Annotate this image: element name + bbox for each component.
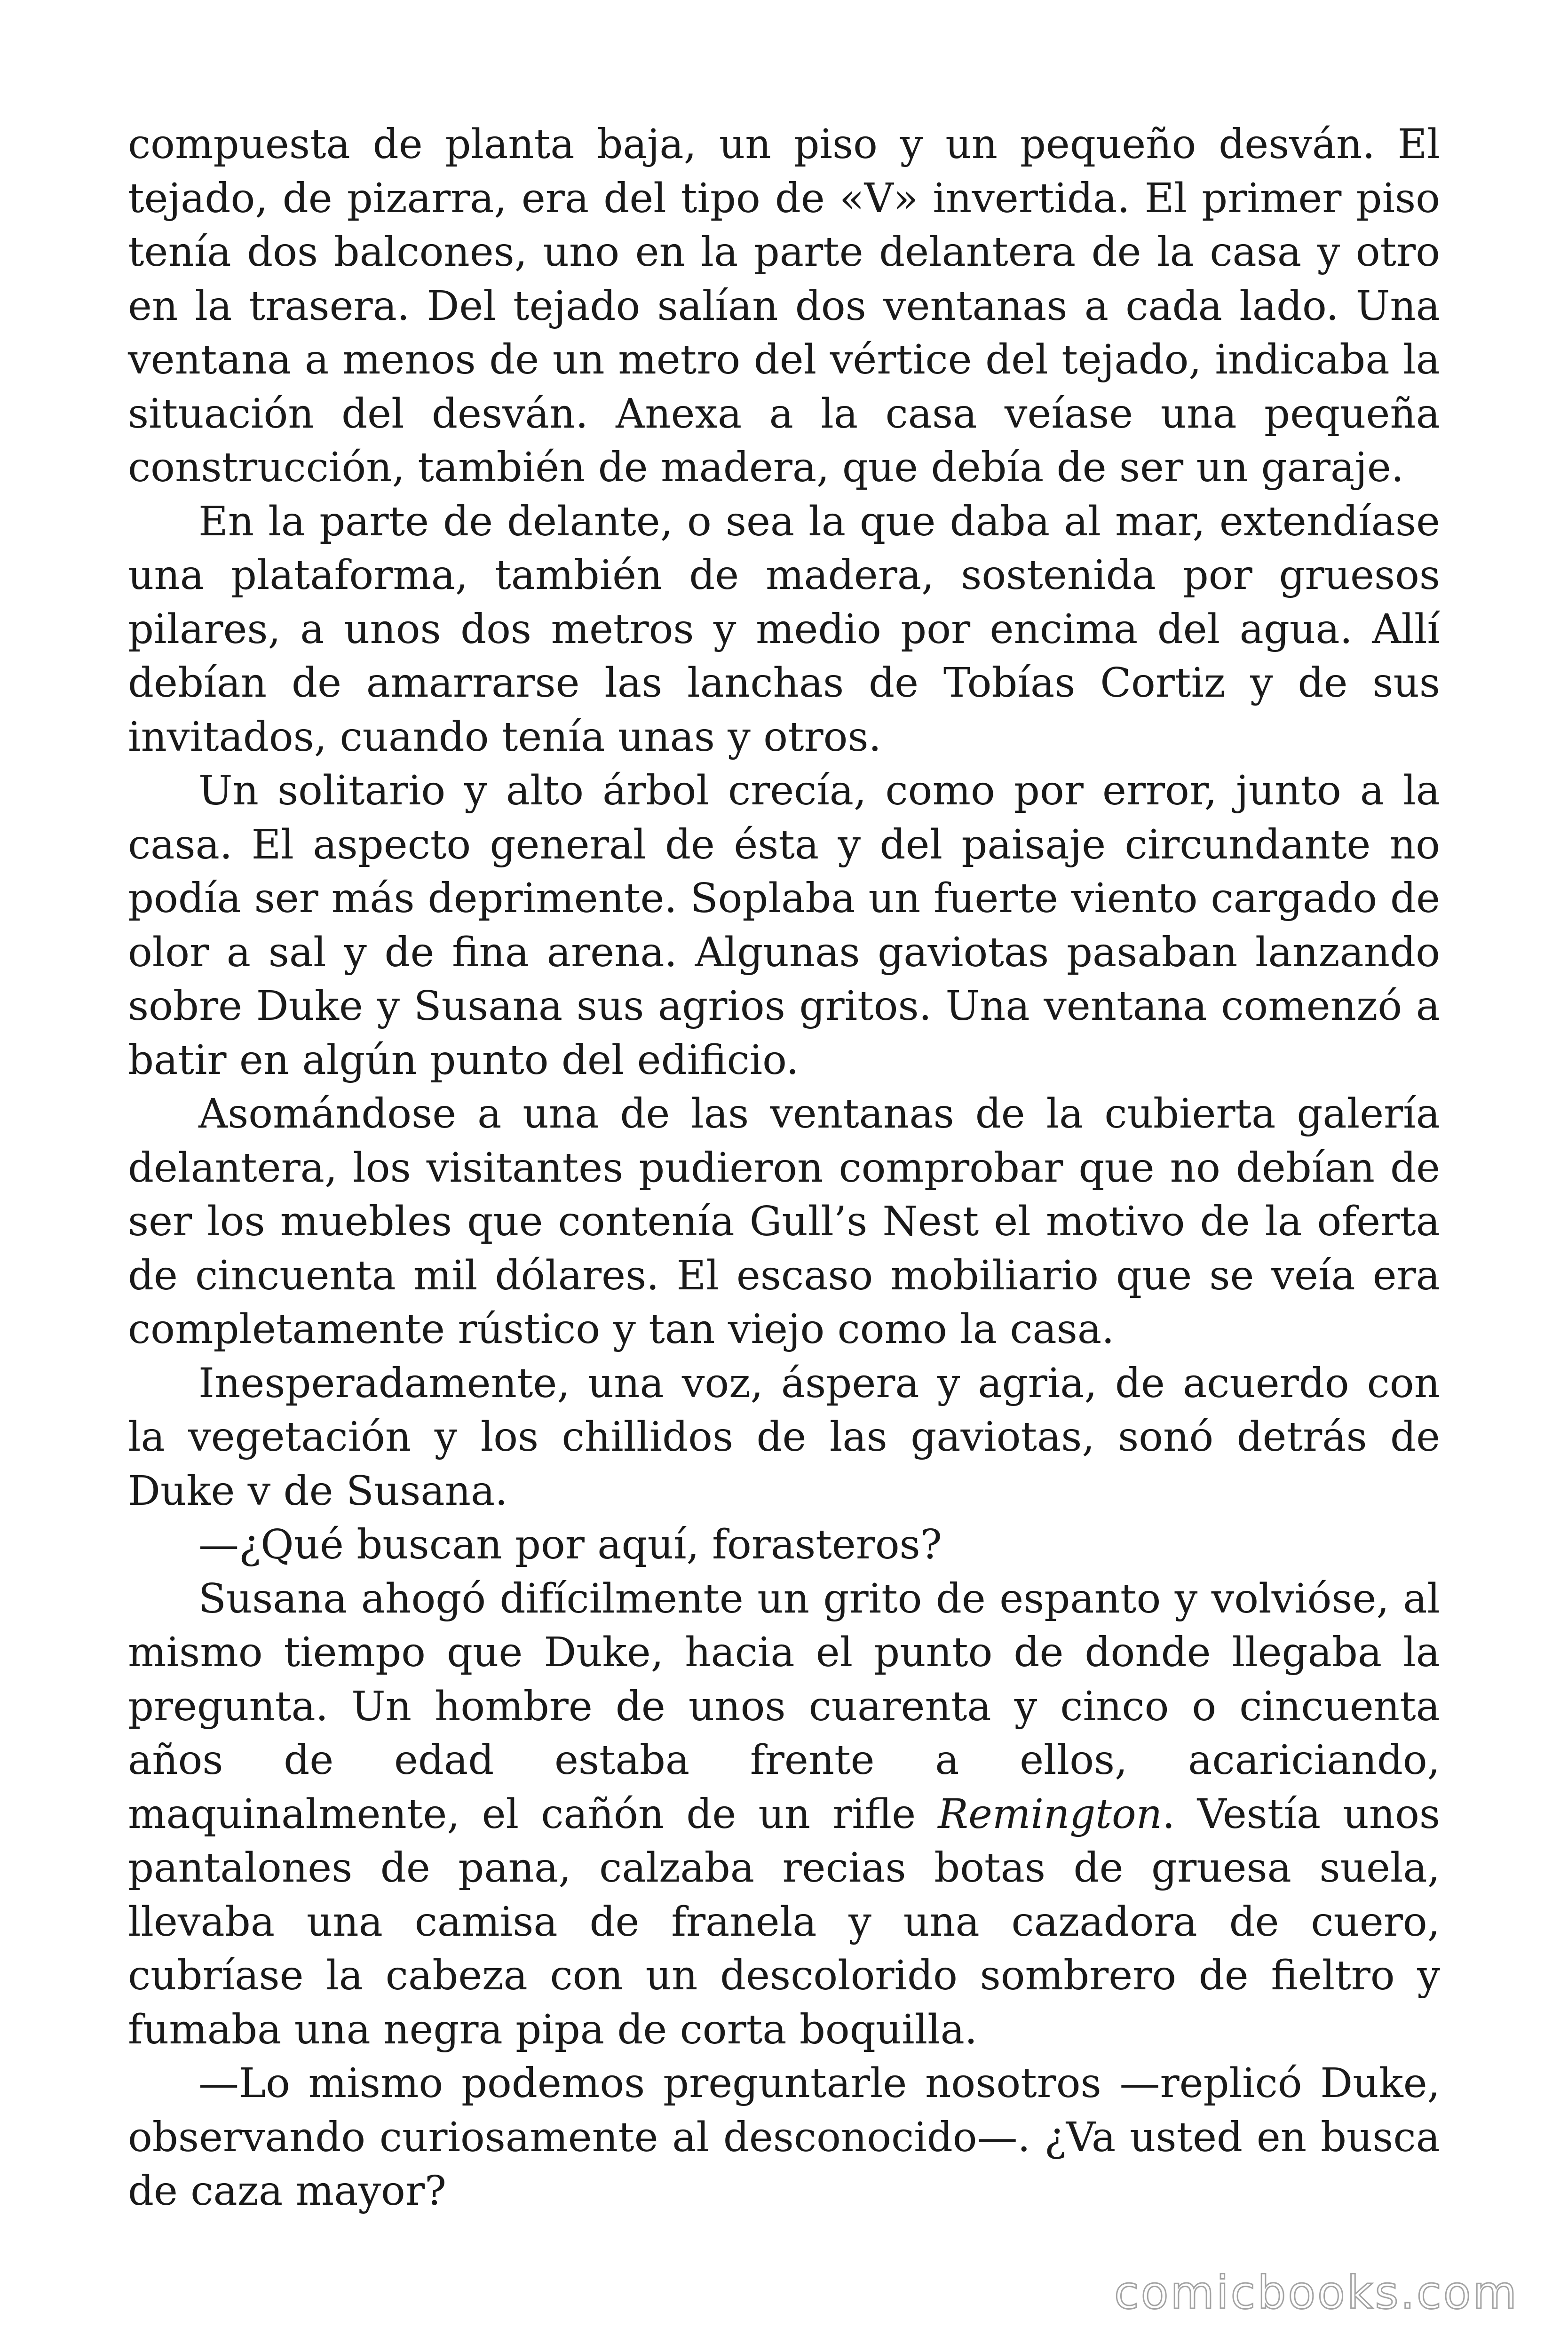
paragraph-3: Un solitario y alto árbol crecía, como por error, junto a la casa. El aspecto general de ésta y del paisaje circundante no podía ser más deprimente. Soplaba un fuerte viento cargado de olor a sal y de fina arena. Algunas gaviotas pasaban lanzando sobre Duke y Susana sus agrios gritos. Una ventana comenzó a batir en algún punto del edificio. [128, 767, 1440, 1084]
dialogue-reply: —Lo mismo podemos preguntarle nosotros —replicó Duke, observando curiosamente al desconocido—. ¿Va usted en busca de caza mayor? [128, 2060, 1440, 2215]
paragraph-4: Asomándose a una de las ventanas de la cubierta galería delantera, los visitantes pudieron comprobar que no debían de ser los muebles que contenía Gull’s Nest el motivo de la oferta de cincuenta mil dólares. El escaso mobiliario que se veía era completamente rústico y tan viejo como la casa. [128, 1090, 1440, 1353]
paragraph-2: En la parte de delante, o sea la que daba al mar, extendíase una plataforma, también de madera, sostenida por gruesos pilares, a unos dos metros y medio por encima del agua. Allí debían de amarrarse las lanchas de Tobías Cortiz y de sus invitados, cuando tenía unas y otros. [128, 498, 1440, 761]
paragraph-7-part-2: . Vestía unos pantalones de pana, calzaba recias botas de gruesa suela, llevaba una camisa de franela y una cazadora de cuero, cubríase la cabeza con un descolorido sombrero de fieltro y fumaba una negra pipa de corta boquilla. [128, 1790, 1440, 2053]
watermark: comicbooks.com [1114, 2266, 1519, 2319]
paragraph-1: compuesta de planta baja, un piso y un pequeño desván. El tejado, de pizarra, era del tipo de «V» invertida. El primer piso tenía dos balcones, uno en la parte delantera de la casa y otro en la trasera. Del tejado salían dos ventanas a cada lado. Una ventana a menos de un metro del vértice del tejado, indicaba la situación del desván. Anexa a la casa veíase una pequeña construcción, también de madera, que debía de ser un garaje. [128, 121, 1440, 491]
page-body [128, 118, 1440, 2218]
dialogue-question: —¿Qué buscan por aquí, forasteros? [198, 1521, 942, 1568]
paragraph-7-part-1: Susana ahogó difícilmente un grito de espanto y volvióse, al mismo tiempo que Duke, hacia el punto de donde llegaba la pregunta. Un hombre de unos cuarenta y cinco o cincuenta años de edad estaba frente a ellos, acariciando, maquinalmente, el cañón de un rifle [128, 1575, 1440, 1838]
paragraph-5: Inesperadamente, una voz, áspera y agria, de acuerdo con la vegetación y los chillidos de las gaviotas, sonó detrás de Duke v de Susana. [128, 1359, 1440, 1515]
rifle-brand: Remington [938, 1790, 1163, 1838]
paragraph-7 [128, 1572, 1440, 2057]
